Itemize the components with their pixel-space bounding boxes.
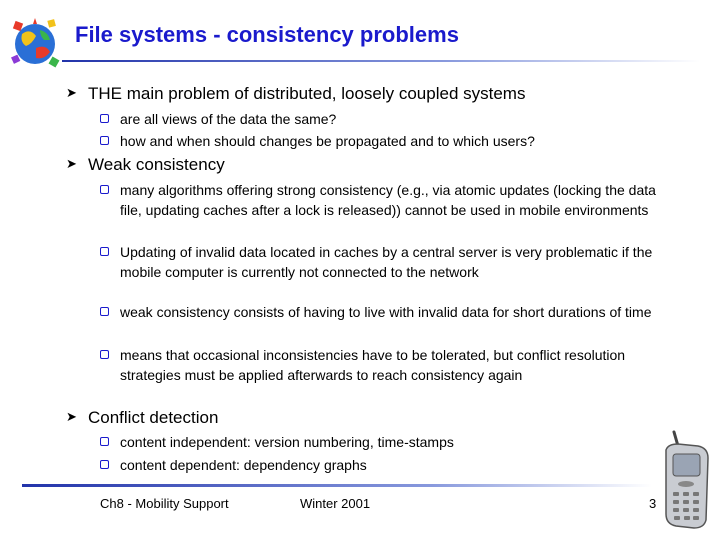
title-divider [62, 60, 700, 62]
globe-logo-icon [6, 14, 64, 72]
bullet-main-text: Conflict detection [88, 408, 219, 427]
square-bullet-icon [100, 437, 109, 446]
bullet-sub-text: means that occasional inconsistencies have to be tolerated, but conflict resolution strategies must be applied afterwards to reach consistency again [120, 347, 626, 383]
bullet-sub [100, 131, 660, 151]
bullet-sub [100, 455, 660, 475]
bullet-sub [100, 242, 660, 282]
square-bullet-icon [100, 350, 109, 359]
footer-date: Winter 2001 [300, 496, 371, 511]
slide-title: File systems - consistency problems [75, 22, 459, 47]
square-bullet-icon [100, 114, 109, 123]
bullet-main-text: THE main problem of distributed, loosely coupled systems [88, 84, 526, 103]
bullet-sub [100, 180, 660, 220]
bullet-sub-text: content dependent: dependency graphs [120, 457, 367, 473]
bullet-sub-text: many algorithms offering strong consistency (e.g., via atomic updates (locking the data file, updating caches after a lock is released)) cannot be used in mobile environments [120, 182, 656, 218]
footer-divider [22, 484, 652, 487]
bullet-sub-text: Updating of invalid data located in caches by a central server is very problematic if the mobile computer is currently not connected to the network [120, 244, 653, 280]
bullet-sub-text: content independent: version numbering, time-stamps [120, 434, 454, 450]
square-bullet-icon [100, 185, 109, 194]
square-bullet-icon [100, 307, 109, 316]
square-bullet-icon [100, 460, 109, 469]
bullet-sub-text: are all views of the data the same? [120, 111, 337, 127]
bullet-sub [100, 109, 660, 129]
square-bullet-icon [100, 247, 109, 256]
bullet-main-text: Weak consistency [88, 155, 225, 174]
bullet-sub-text: weak consistency consists of having to live with invalid data for short durations of time [120, 304, 652, 320]
mobile-phone-icon [656, 430, 716, 530]
footer-chapter: Ch8 - Mobility Support [100, 496, 229, 511]
page-number: 3 [649, 496, 657, 511]
bullet-sub [100, 432, 660, 452]
bullet-sub [100, 345, 660, 385]
arrowhead-bullet-icon: ➤ [66, 156, 77, 171]
arrowhead-bullet-icon: ➤ [66, 85, 77, 100]
bullet-sub-text: how and when should changes be propagated and to which users? [120, 133, 535, 149]
arrowhead-bullet-icon: ➤ [66, 409, 77, 424]
bullet-sub [100, 302, 660, 322]
square-bullet-icon [100, 136, 109, 145]
